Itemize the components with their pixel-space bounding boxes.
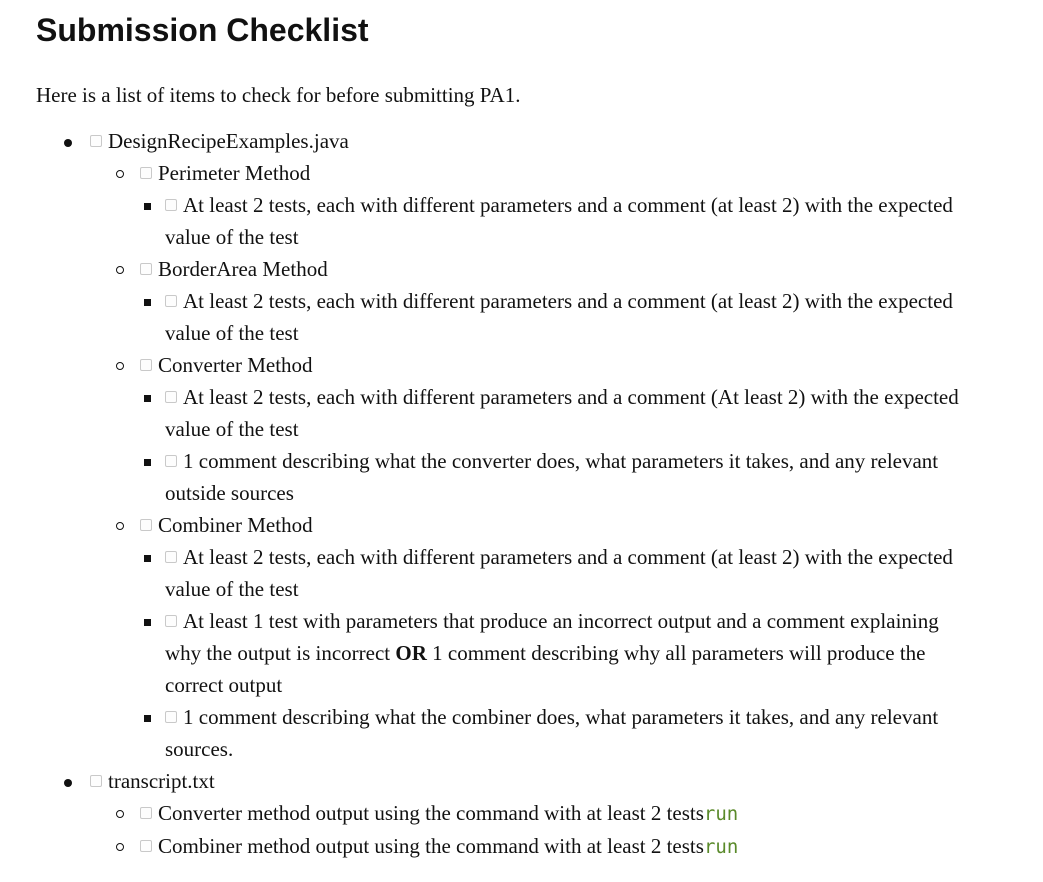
checkbox[interactable] <box>140 807 152 819</box>
list-item <box>90 253 1026 349</box>
item-text: At least 2 tests, each with different parameters and a comment (at least 2) with the expected value of the test <box>165 193 953 249</box>
bullet-square <box>144 459 151 466</box>
sub-list <box>36 157 1026 765</box>
list-item <box>140 605 965 701</box>
item-text: At least 2 tests, each with different parameters and a comment (At least 2) with the expected value of the test <box>165 385 959 441</box>
item-text: At least 1 test with parameters that produce an incorrect output and a comment explaining why the output is incorrect <box>165 609 939 665</box>
bullet-circle <box>116 266 124 274</box>
item-label: transcript.txt <box>108 769 215 793</box>
checkbox[interactable] <box>140 840 152 852</box>
checkbox[interactable] <box>165 455 177 467</box>
sub-list <box>140 541 1026 765</box>
checkbox[interactable] <box>140 167 152 179</box>
item-label: Converter method output using the command with at least 2 tests <box>158 801 704 825</box>
item-label: BorderArea Method <box>158 257 328 281</box>
list-item <box>90 509 1026 765</box>
bullet-square <box>144 555 151 562</box>
sub-list <box>36 797 1026 863</box>
item-label: DesignRecipeExamples.java <box>108 129 349 153</box>
bullet-square <box>144 203 151 210</box>
list-item <box>140 701 965 765</box>
page-title: Submission Checklist <box>36 12 369 48</box>
list-item <box>90 797 1026 830</box>
bullet-square <box>144 299 151 306</box>
checkbox[interactable] <box>165 199 177 211</box>
list-item <box>140 541 965 605</box>
sub-list <box>140 285 1026 349</box>
list-item <box>90 830 1026 863</box>
item-text: 1 comment describing what the converter does, what parameters it takes, and any relevant outside sources <box>165 449 939 505</box>
code-snippet: run <box>703 836 739 858</box>
bullet-circle <box>116 362 124 370</box>
bullet-disc <box>64 139 72 147</box>
bullet-circle <box>116 522 124 530</box>
item-text: At least 2 tests, each with different parameters and a comment (at least 2) with the expected value of the test <box>165 289 953 345</box>
bullet-circle <box>116 170 124 178</box>
list-item <box>140 285 965 349</box>
list-item <box>36 125 1026 765</box>
item-label: Combiner Method <box>158 513 313 537</box>
bullet-disc <box>64 779 72 787</box>
sub-list <box>140 381 1026 509</box>
item-label: Perimeter Method <box>158 161 311 185</box>
list-item <box>140 189 965 253</box>
checklist <box>36 125 1026 863</box>
checkbox[interactable] <box>90 135 102 147</box>
list-item <box>36 765 1026 863</box>
checkbox[interactable] <box>165 391 177 403</box>
checkbox[interactable] <box>140 359 152 371</box>
list-item <box>140 445 965 509</box>
checkbox[interactable] <box>165 615 177 627</box>
item-text: At least 2 tests, each with different parameters and a comment (at least 2) with the expected value of the test <box>165 545 953 601</box>
document <box>36 0 1026 863</box>
list-item <box>90 157 1026 253</box>
bullet-circle <box>116 810 124 818</box>
bullet-square <box>144 715 151 722</box>
checkbox[interactable] <box>165 711 177 723</box>
item-text: 1 comment describing what the combiner does, what parameters it takes, and any relevant sources. <box>165 705 939 761</box>
item-label: Combiner method output using the command with at least 2 tests <box>158 834 704 858</box>
intro-text: Here is a list of items to check for before submitting PA1. <box>36 83 521 107</box>
bullet-square <box>144 619 151 626</box>
code-snippet: run <box>703 803 739 825</box>
item-text: 1 comment describing why all parameters will produce the correct output <box>165 641 926 697</box>
checkbox[interactable] <box>140 519 152 531</box>
item-label: Converter Method <box>158 353 313 377</box>
list-item <box>140 381 965 445</box>
list-item <box>90 349 1026 509</box>
bullet-square <box>144 395 151 402</box>
checkbox[interactable] <box>140 263 152 275</box>
checkbox[interactable] <box>165 551 177 563</box>
checkbox[interactable] <box>90 775 102 787</box>
checkbox[interactable] <box>165 295 177 307</box>
bullet-circle <box>116 843 124 851</box>
emphasis-or: OR <box>395 641 427 665</box>
sub-list <box>140 189 1026 253</box>
